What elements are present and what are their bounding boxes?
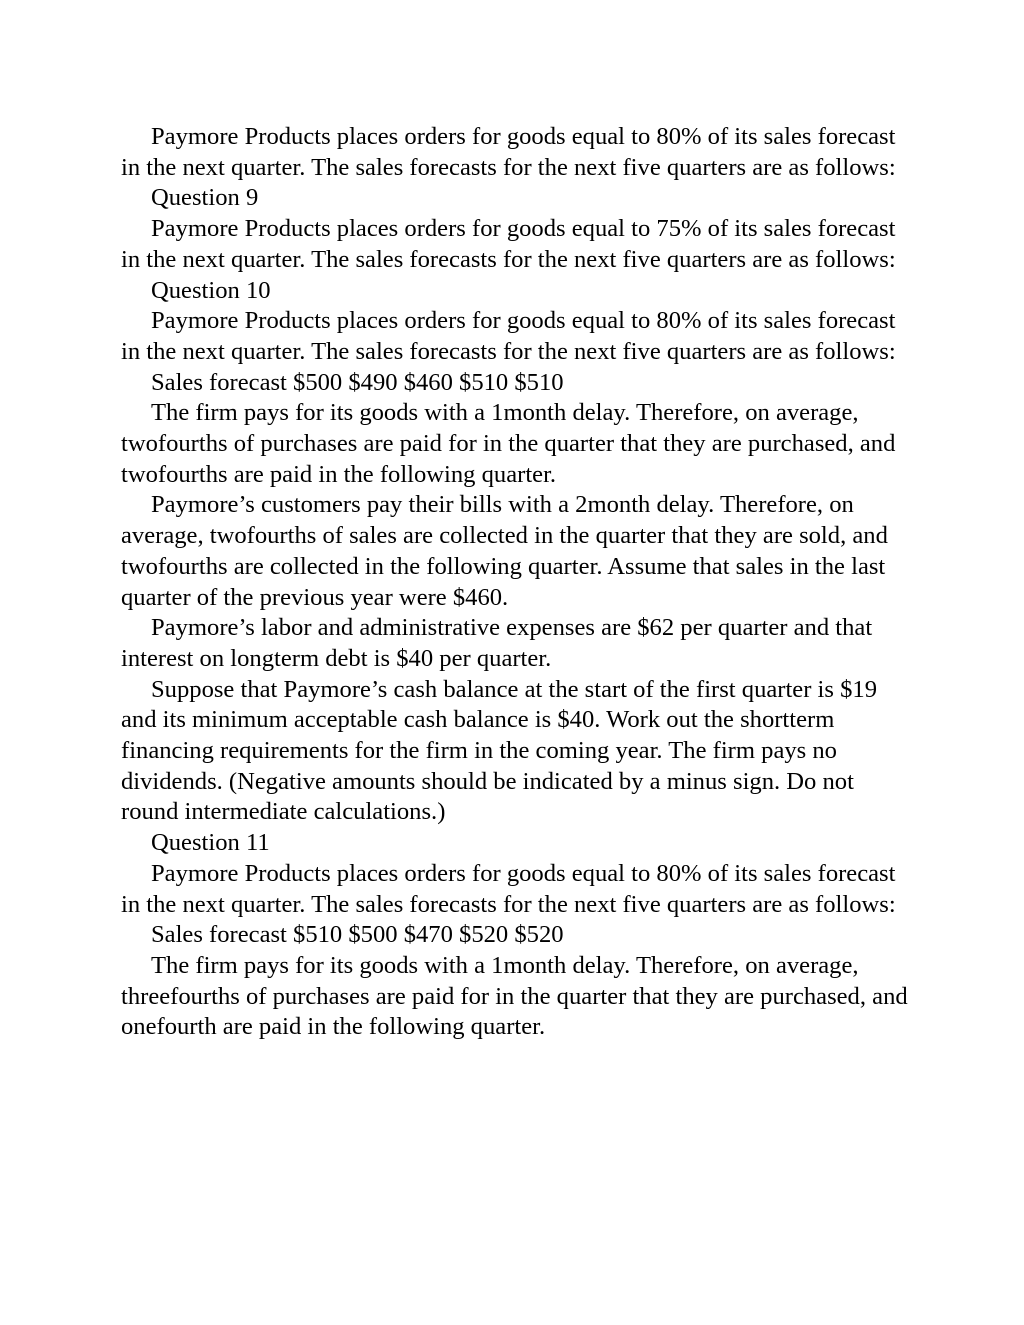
sales-forecast-line: Sales forecast $500 $490 $460 $510 $510: [151, 368, 564, 396]
paragraph-payment-delay-2: The firm pays for its goods with a 1month delay. Therefore, on average, threefourths of purchases are paid for in the quarter that they are purchased, and onefourth are paid in the following quarter.: [121, 951, 908, 1041]
paragraph-collection-delay: Paymore’s customers pay their bills with a 2month delay. Therefore, on average, twofourths of sales are collected in the quarter that they are sold, and twofourths are collected in the following quarter. Assume that sales in the last quarter of the previous year were $460.: [121, 491, 888, 611]
paragraph-q10-intro: Paymore Products places orders for goods equal to 80% of its sales forecast in the next quarter. The sales forecasts for the next five quarters are as follows:: [121, 307, 896, 365]
paragraph-payment-delay: The firm pays for its goods with a 1month delay. Therefore, on average, twofourths of purchases are paid for in the quarter that they are purchased, and twofourths are paid in the following quarter.: [121, 399, 896, 488]
paragraph-q9-intro: Paymore Products places orders for goods equal to 75% of its sales forecast in the next quarter. The sales forecasts for the next five quarters are as follows:: [121, 215, 896, 273]
paragraph-q8-intro: Paymore Products places orders for goods equal to 80% of its sales forecast in the next quarter. The sales forecasts for the next five quarters are as follows:: [121, 123, 896, 181]
sales-forecast-line-2: Sales forecast $510 $500 $470 $520 $520: [151, 921, 564, 949]
question-9-heading: Question 9: [151, 184, 259, 212]
document-page: [121, 122, 911, 1043]
question-11-heading: Question 11: [151, 829, 270, 857]
paragraph-expenses: Paymore’s labor and administrative expenses are $62 per quarter and that interest on longterm debt is $40 per quarter.: [121, 614, 873, 672]
paragraph-cash-balance: Suppose that Paymore’s cash balance at the start of the first quarter is $19 and its minimum acceptable cash balance is $40. Work out the shortterm financing requirements for the firm in the coming year. The firm pays no dividends. (Negative amounts should be indicated by a minus sign. Do not round intermediate calculations.): [121, 675, 877, 826]
question-10-heading: Question 10: [151, 276, 271, 304]
paragraph-q11-intro: Paymore Products places orders for goods equal to 80% of its sales forecast in the next quarter. The sales forecasts for the next five quarters are as follows:: [121, 859, 896, 918]
